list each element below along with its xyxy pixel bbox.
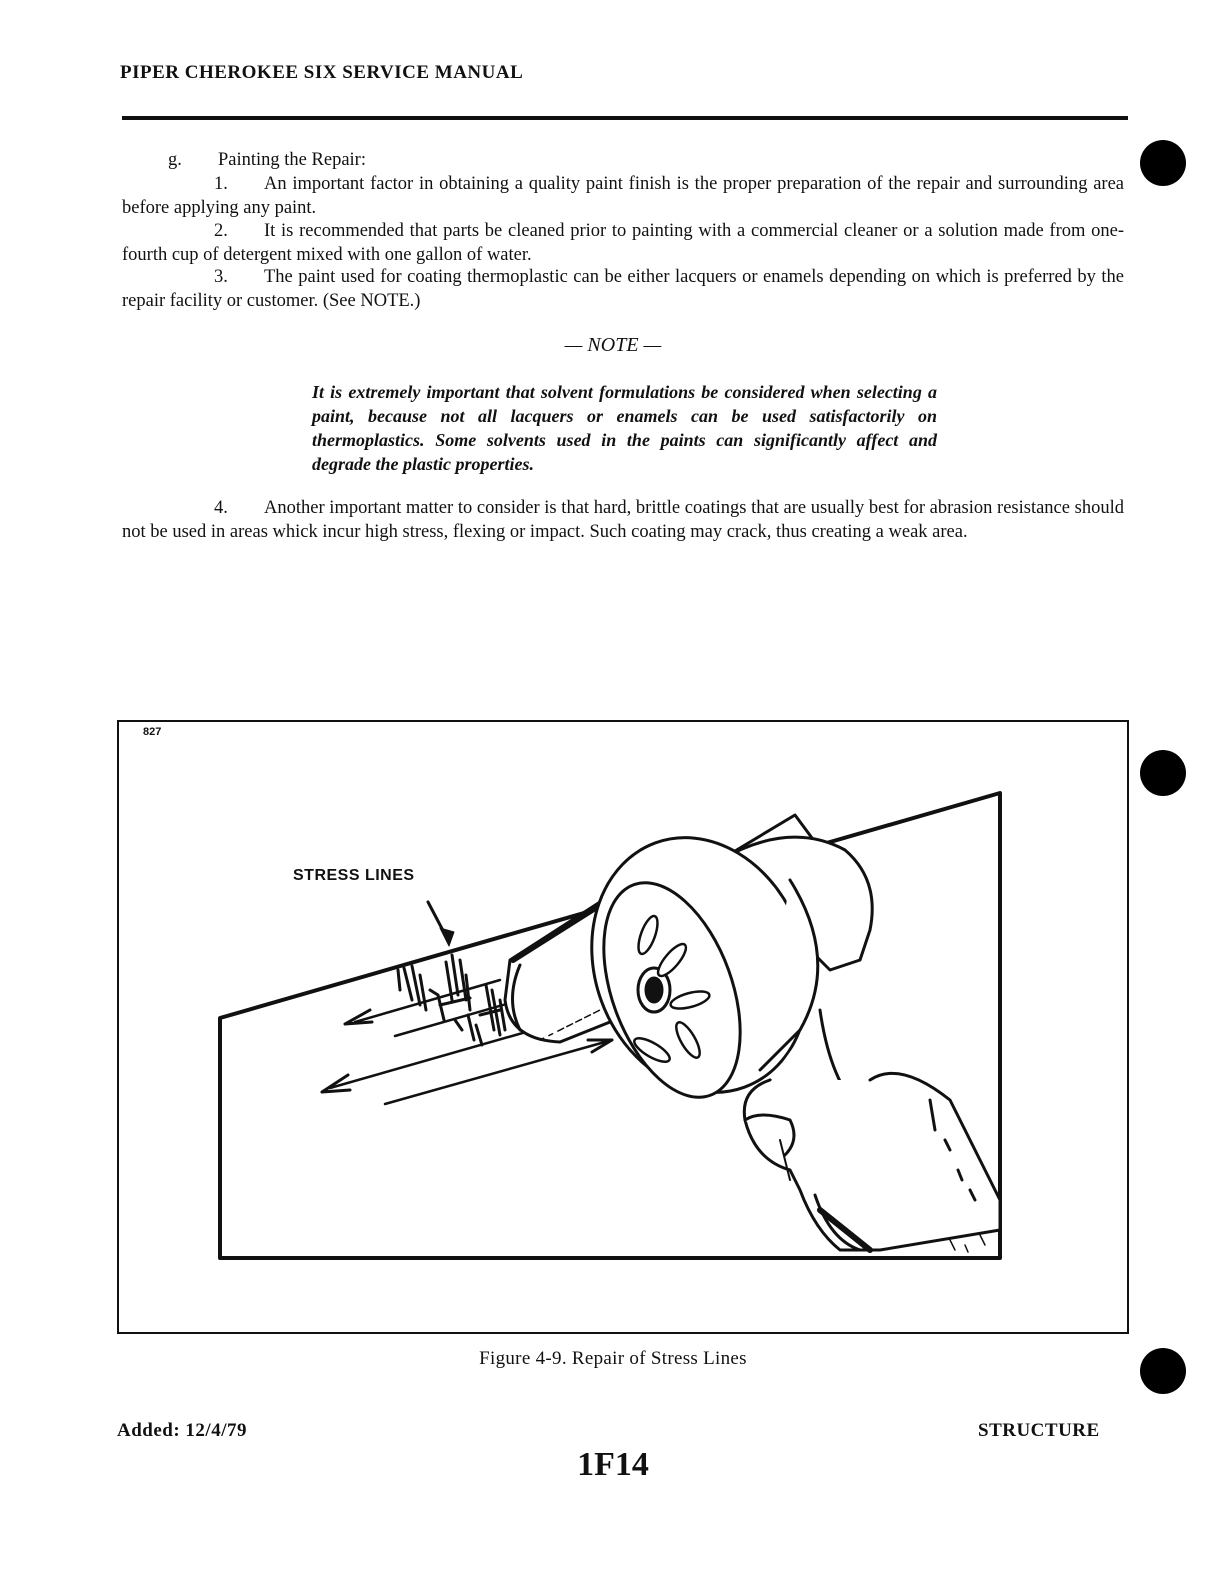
paragraph-number: 2. [214, 221, 228, 241]
note-title: — NOTE — [564, 334, 662, 356]
figure-caption: Figure 4-9. Repair of Stress Lines [479, 1348, 747, 1369]
paragraph-text: It is recommended that parts be cleaned prior to painting with a commercial cleaner or a solution made from one-fourth cup of detergent mixed with one gallon of water. [122, 221, 1124, 265]
manual-title: PIPER CHEROKEE SIX SERVICE MANUAL [120, 62, 524, 83]
paragraph-number: 4. [214, 498, 228, 518]
stress-lines-callout: STRESS LINES [293, 867, 415, 884]
section-heading-text: Painting the Repair: [218, 150, 366, 170]
figure-id-label: 827 [143, 726, 162, 738]
paragraph-number: 3. [214, 267, 228, 287]
paragraph-text: The paint used for coating thermoplastic can be either lacquers or enamels depending on which is preferred by the repair facility or customer. (See NOTE.) [122, 267, 1124, 311]
note-body: It is extremely important that solvent formulations be considered when selecting a paint, because not all lacquers or enamels can be used satisfactorily on thermoplastics. Some solvents used in the paints can significantly affect and degrade the plastic properties. [312, 382, 937, 474]
page-code-text: 1F14 [577, 1446, 649, 1483]
page-code [0, 1446, 1226, 1484]
paragraph-text: An important factor in obtaining a quality paint finish is the proper preparation of the repair and surrounding area before applying any paint. [122, 174, 1124, 218]
section-name: STRUCTURE [978, 1420, 1100, 1441]
added-date: Added: 12/4/79 [117, 1420, 247, 1441]
paragraph-text: Another important matter to consider is that hard, brittle coatings that are usually best for abrasion resistance should not be used in areas whick incur high stress, flexing or impact. Such coating may crack, thus creating a weak area. [122, 498, 1124, 542]
paragraph-number: 1. [214, 174, 228, 194]
section-marker: g. [168, 150, 182, 170]
